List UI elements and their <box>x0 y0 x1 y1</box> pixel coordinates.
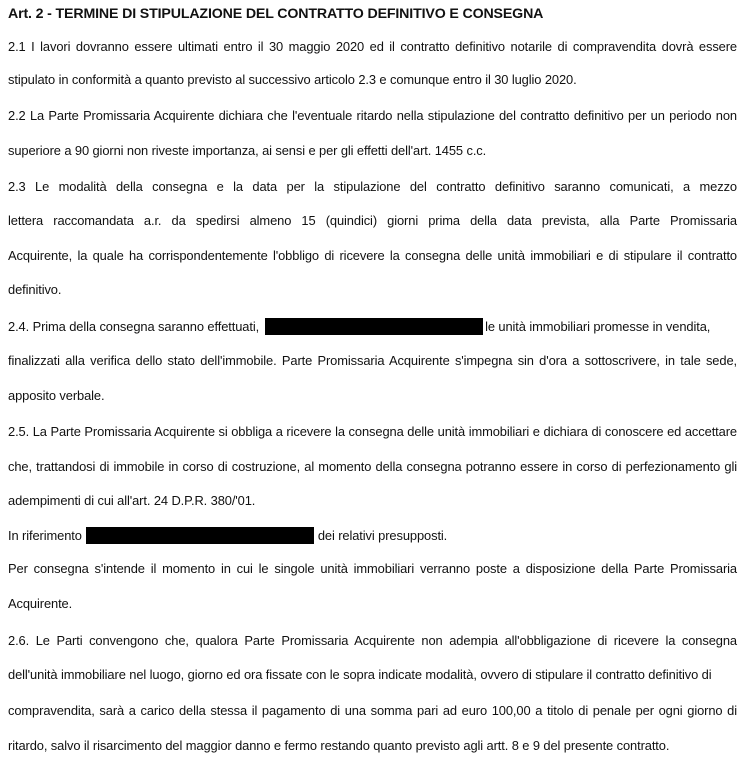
text-line: stipulato in conformità a quanto previsto al successivo articolo 2.3 e comunque entro il 30 luglio 2020. <box>8 72 577 87</box>
text-line: 2.3 Le modalità della consegna e la data per la stipulazione del contratto definitivo saranno comunicati, a mezzo <box>8 179 737 194</box>
text-line: Per consegna s'intende il momento in cui le singole unità immobiliari verranno poste a disposizione della Parte Promissaria <box>8 561 737 576</box>
text-line-with-redaction <box>8 527 737 544</box>
text-line: Acquirente, la quale ha corrispondentemente l'obbligo di ricevere la consegna delle unità immobiliari e di stipulare il contratto <box>8 248 737 263</box>
text-line: 2.5. La Parte Promissaria Acquirente si obbliga a ricevere la consegna delle unità immobiliari e dichiara di conoscere ed accettare <box>8 424 737 439</box>
text-line-with-redaction <box>8 318 737 335</box>
text-line: compravendita, sarà a carico della stessa il pagamento di una somma pari ad euro 100,00 a titolo di penale per ogni giorno di <box>8 703 737 718</box>
text-fragment: le unità immobiliari promesse in vendita, <box>485 319 711 334</box>
text-line: che, trattandosi di immobile in corso di costruzione, al momento della consegna potranno essere in corso di perfezionamento gli <box>8 459 737 474</box>
text-line: definitivo. <box>8 282 62 297</box>
article-heading: Art. 2 - TERMINE DI STIPULAZIONE DEL CONTRATTO DEFINITIVO E CONSEGNA <box>8 6 544 22</box>
redaction-block <box>86 527 314 544</box>
text-line: superiore a 90 giorni non riveste importanza, ai sensi e per gli effetti dell'art. 1455 c.c. <box>8 143 487 158</box>
text-line: finalizzati alla verifica dello stato dell'immobile. Parte Promissaria Acquirente s'impegna sin d'ora a sottoscrivere, in tale sede, <box>8 353 737 368</box>
redaction-block <box>265 318 483 335</box>
text-fragment: In riferimento <box>8 528 82 543</box>
text-fragment: dei relativi presupposti. <box>317 528 448 543</box>
text-line: adempimenti di cui all'art. 24 D.P.R. 380/'01. <box>8 493 256 508</box>
text-line: 2.1 I lavori dovranno essere ultimati entro il 30 maggio 2020 ed il contratto definitivo notarile di compravendita dovrà essere <box>8 39 737 54</box>
text-line: Acquirente. <box>8 596 73 611</box>
text-fragment: 2.4. Prima della consegna saranno effettuati, <box>8 319 260 334</box>
text-line: ritardo, salvo il risarcimento del maggior danno e fermo restando quanto previsto agli artt. 8 e 9 del presente contratto. <box>8 738 670 753</box>
text-line: dell'unità immobiliare nel luogo, giorno ed ora fissate con le sopra indicate modalità, ovvero di stipulare il contratto definitivo di <box>8 667 712 682</box>
text-line: apposito verbale. <box>8 388 105 403</box>
text-line: lettera raccomandata a.r. da spedirsi almeno 15 (quindici) giorni prima della data prevista, alla Parte Promissaria <box>8 213 737 228</box>
text-line: 2.2 La Parte Promissaria Acquirente dichiara che l'eventuale ritardo nella stipulazione del contratto definitivo per un periodo non <box>8 108 737 123</box>
text-line: 2.6. Le Parti convengono che, qualora Parte Promissaria Acquirente non adempia all'obbligazione di ricevere la consegna <box>8 633 737 648</box>
